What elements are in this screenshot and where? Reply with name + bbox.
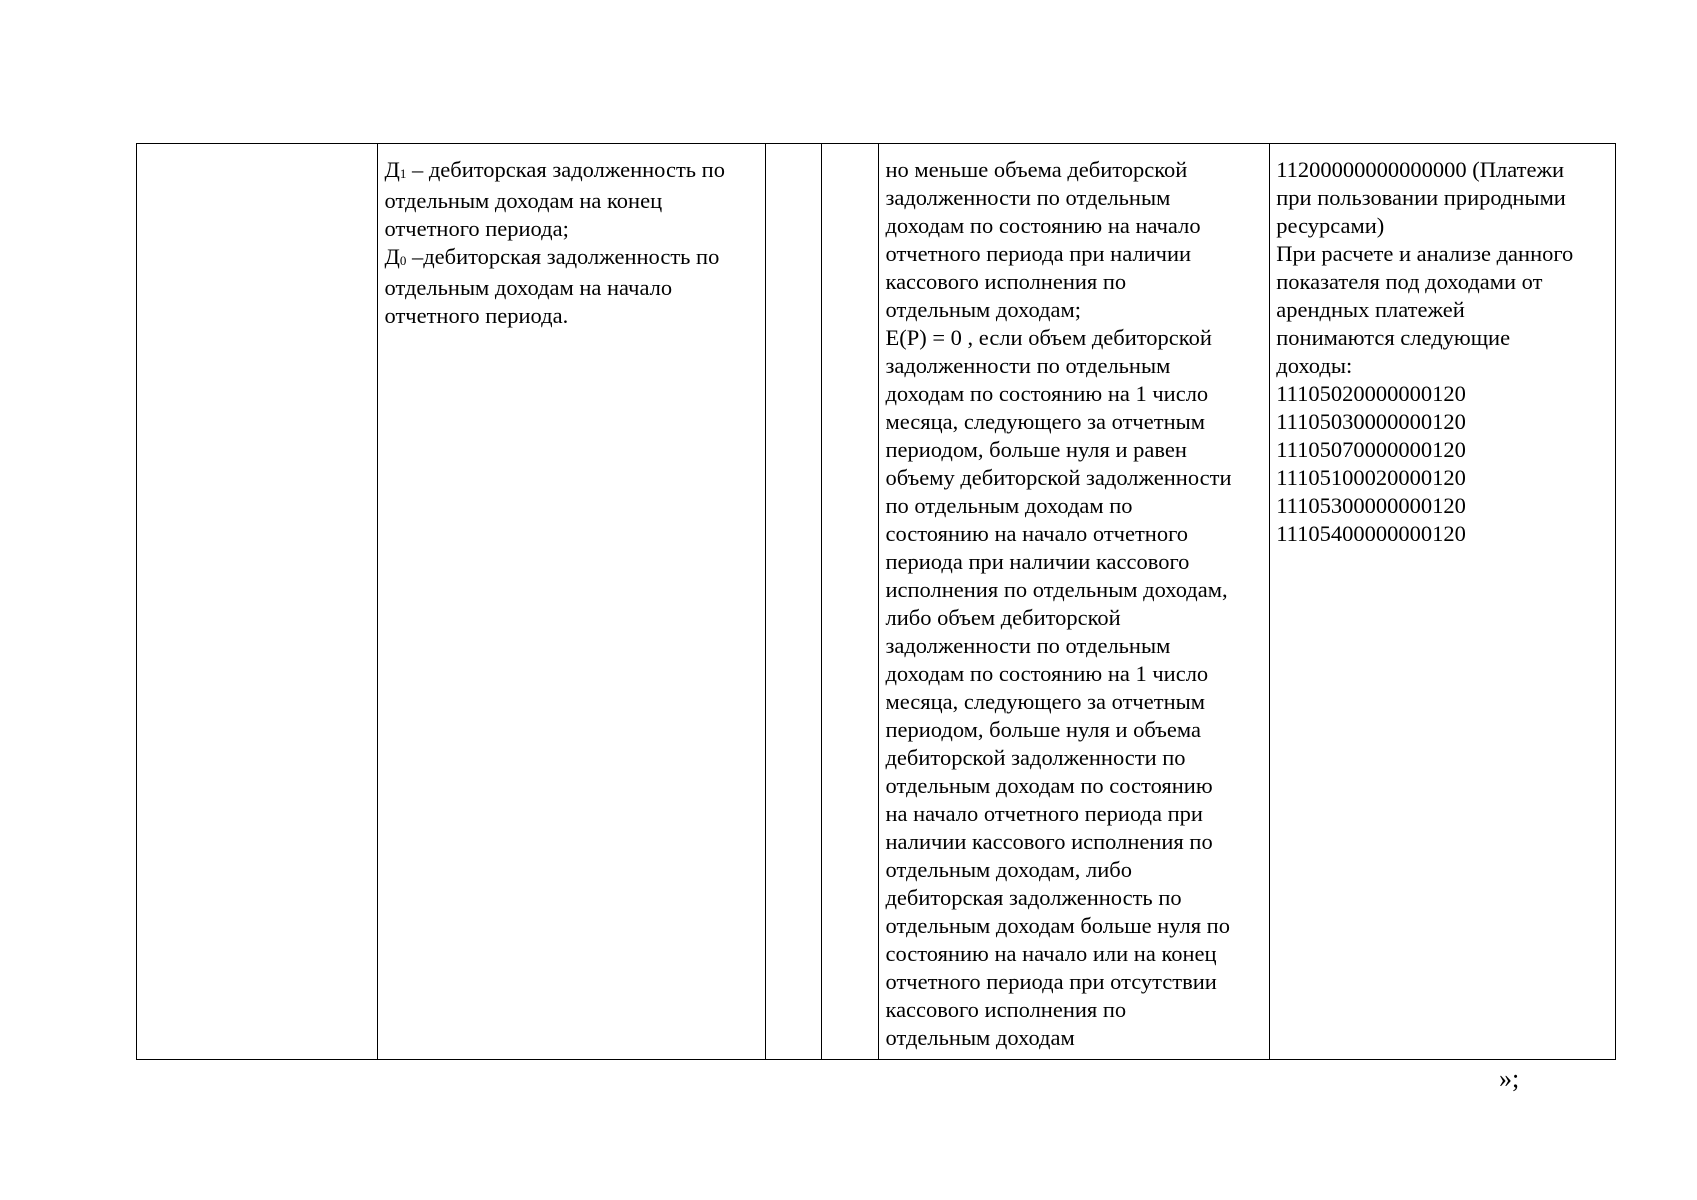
table-row — [137, 144, 1616, 1060]
document-table — [136, 143, 1616, 1060]
cell-empty-3 — [766, 144, 822, 1060]
cell-empty-1 — [137, 144, 378, 1060]
cell-income-codes: 11200000000000000 (Платежи при пользовании природными ресурсами) При расчете и анализе данного показателя под доходами от арендных платежей понимаются следующие доходы: 11105020000000120 11105030000000120 11105070000000120 11105100020000120 11105300000000120 11105400000000120 — [1270, 144, 1616, 1060]
d0-definition: $Д_0$ –дебиторская задолженность по отдельным доходам на начало отчетного периода. — [384, 244, 720, 328]
cell-evaluation-criteria: но меньше объема дебиторской задолженности по отдельным доходам по состоянию на начало отчетного периода при наличии кассового исполнения по отдельным доходам; E(P) = 0 , если объем дебиторской задолженности по отдельным доходам по состоянию на 1 число месяца, следующего за отчетным периодом, больше нуля и равен объему дебиторской задолженности по отдельным доходам по состоянию на начало отчетного периода при наличии кассового исполнения по отдельным доходам, либо объем дебиторской задолженности по отдельным доходам по состоянию на 1 число месяца, следующего за отчетным периодом, больше нуля и объема дебиторской задолженности по отдельным доходам по состоянию на начало отчетного периода при наличии кассового исполнения по отдельным доходам, либо дебиторская задолженность по отдельным доходам больше нуля по состоянию на начало или на конец отчетного периода при отсутствии кассового исполнения по отдельным доходам — [879, 144, 1270, 1060]
d1-definition: $Д_1$ – дебиторская задолженность по отдельным доходам на конец отчетного периода; — [384, 157, 725, 241]
cell-empty-4 — [822, 144, 879, 1060]
closing-quote-mark: »; — [1499, 1064, 1520, 1093]
cell-variables — [378, 144, 766, 1060]
